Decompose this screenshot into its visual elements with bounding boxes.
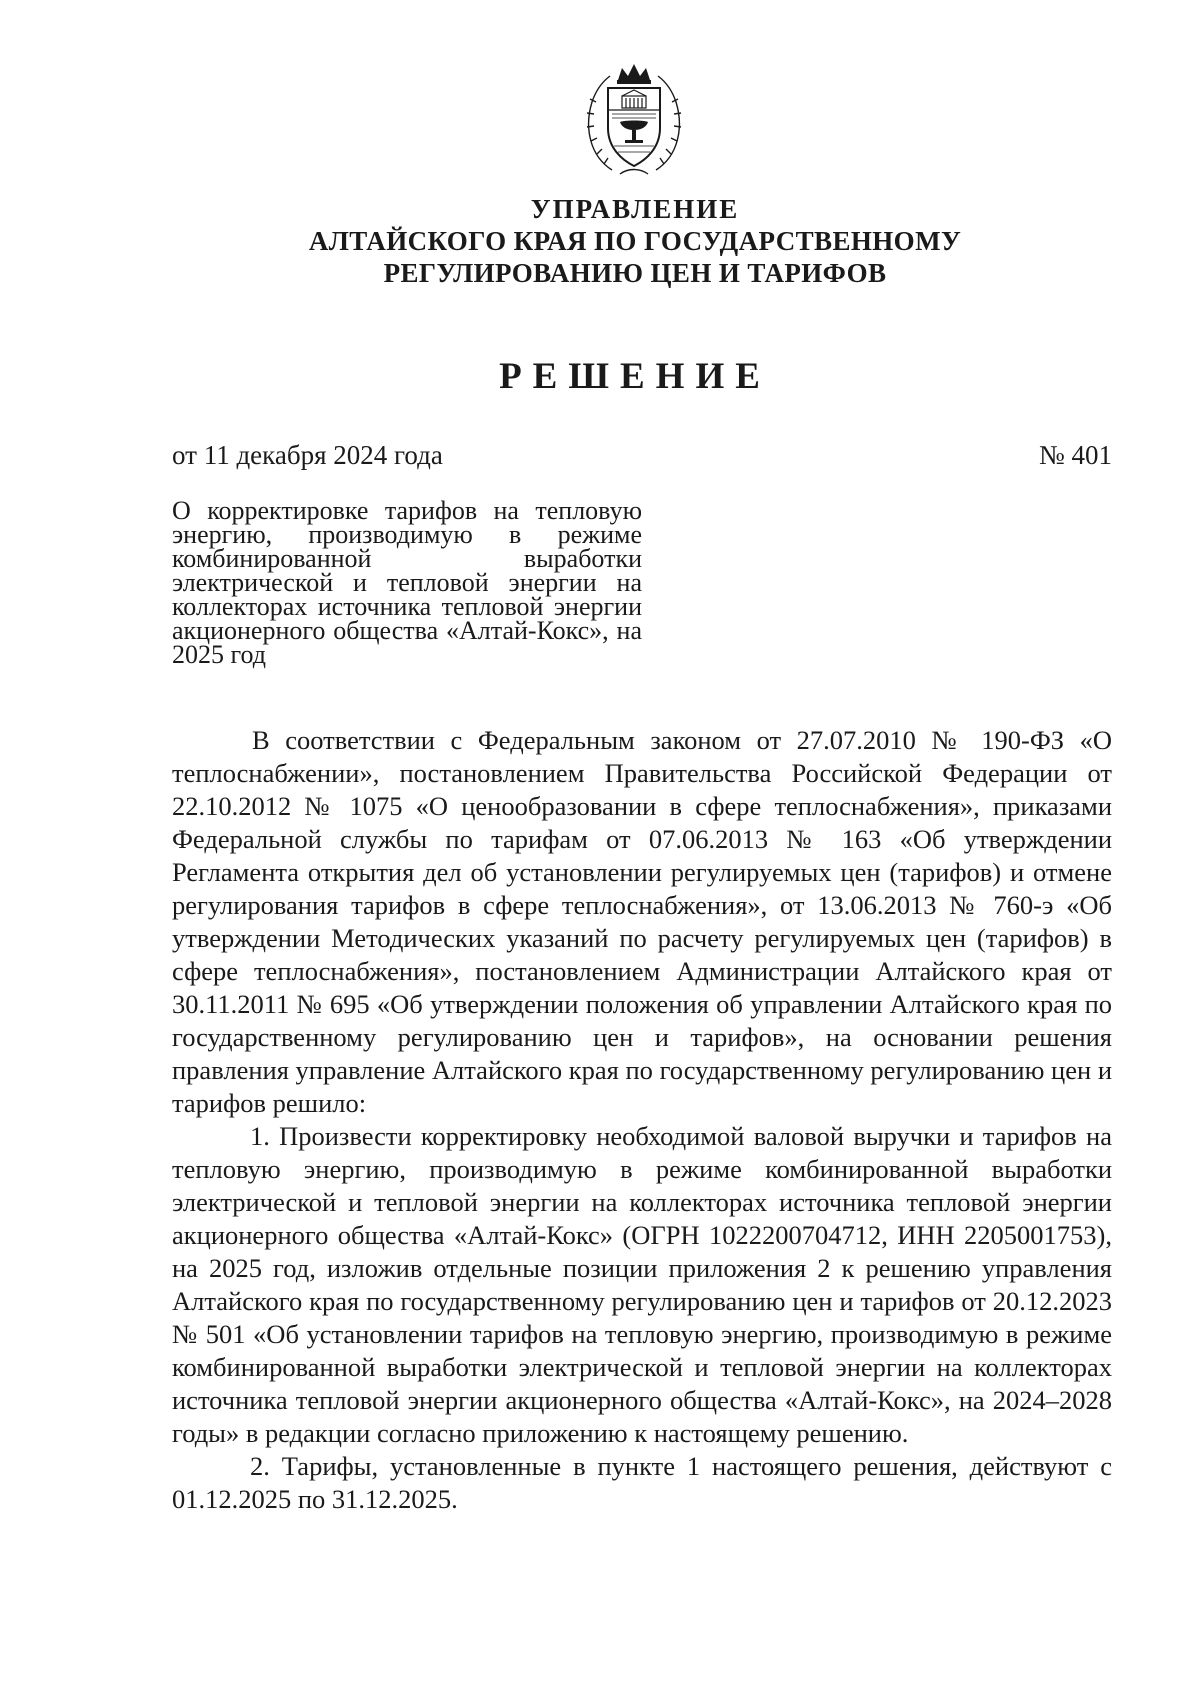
org-name-line-3: РЕГУЛИРОВАНИЮ ЦЕН И ТАРИФОВ bbox=[383, 258, 887, 288]
org-name-line-1: УПРАВЛЕНИЕ bbox=[530, 194, 740, 224]
altai-krai-coat-of-arms-icon bbox=[582, 62, 686, 180]
document-subject: О корректировке тарифов на тепловую энергию, производимую в режиме комбинированной выработки электрической и тепловой энергии на коллекторах источника тепловой энергии акционерного общества «Алтай-Кокс», на 2025 год bbox=[172, 496, 642, 669]
org-name-line-2: АЛТАЙСКОГО КРАЯ ПО ГОСУДАРСТВЕННОМУ bbox=[308, 226, 962, 256]
document-date: от 11 декабря 2024 года bbox=[172, 440, 443, 470]
document-type-title: РЕШЕНИЕ bbox=[499, 356, 771, 397]
body-item-2: 2. Тарифы, установленные в пункте 1 настоящего решения, действуют с 01.12.2025 по 31.12.2025. bbox=[172, 1451, 1112, 1514]
organization-header bbox=[200, 193, 1070, 289]
document-body bbox=[172, 724, 1112, 1516]
body-item-1: 1. Произвести корректировку необходимой валовой выручки и тарифов на тепловую энергию, производимую в режиме комбинированной выработки электрической и тепловой энергии на коллекторах источника тепловой энергии акционерного общества «Алтай-Кокс» (ОГРН 1022200704712, ИНН 2205001753), на 2025 год, изложив отдельные позиции приложения 2 к решению управления Алтайского края по государственному регулированию цен и тарифов от 20.12.2023 № 501 «Об установлении тарифов на тепловую энергию, производимую в режиме комбинированной выработки электрической и тепловой энергии на коллекторах источника тепловой энергии акционерного общества «Алтай-Кокс», на 2024–2028 годы» в редакции согласно приложению к настоящему решению. bbox=[172, 1121, 1112, 1448]
body-preamble: В соответствии с Федеральным законом от 27.07.2010 № 190-ФЗ «О теплоснабжении», постановлением Правительства Российской Федерации от 22.10.2012 № 1075 «О ценообразовании в сфере теплоснабжения», приказами Федеральной службы по тарифам от 07.06.2013 № 163 «Об утверждении Регламента открытия дел об установлении регулируемых цен (тарифов) и отмене регулирования тарифов в сфере теплоснабжения», от 13.06.2013 № 760-э «Об утверждении Методических указаний по расчету регулируемых цен (тарифов) в сфере теплоснабжения», постановлением Администрации Алтайского края от 30.11.2011 № 695 «Об утверждении положения об управлении Алтайского края по государственному регулированию цен и тарифов», на основании решения правления управление Алтайского края по государственному регулированию цен и тарифов решило: bbox=[172, 725, 1112, 1118]
document-number: № 401 bbox=[1038, 440, 1112, 470]
